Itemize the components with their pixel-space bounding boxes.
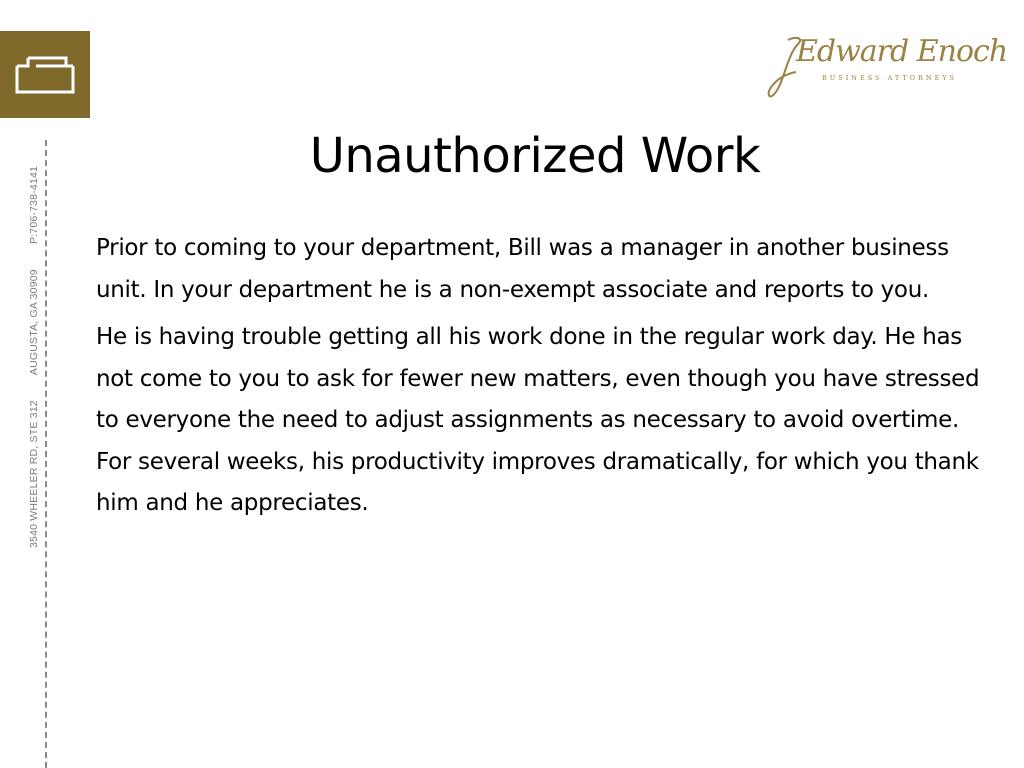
slide-title: Unauthorized Work xyxy=(309,128,761,184)
brand-box xyxy=(0,31,90,118)
contact-info xyxy=(28,166,40,548)
slide-body xyxy=(96,228,987,531)
paragraph: Prior to coming to your department, Bill was a manager in another business unit. In your department he is a non-exempt associate and reports to you. xyxy=(96,235,956,303)
phone-text: P:706-738-4141 xyxy=(28,165,40,245)
sidebar-divider xyxy=(45,140,47,768)
folder-icon xyxy=(14,55,76,95)
paragraph: He is having trouble getting all his work done in the regular work day. He has not come to you to ask for fewer new matters, even though you have stressed to everyone the need to adjust assignments as necessary to avoid overtime. For several weeks, his productivity improves dramatically, for which you thank him and he appreciates. xyxy=(96,324,987,516)
signature-script: Edward Enoch xyxy=(796,34,1008,69)
city-text: AUGUSTA, GA 30909 xyxy=(28,269,40,376)
address-text: 3540 WHEELER RD, STE 312 xyxy=(28,400,40,548)
signature-logo xyxy=(766,34,1008,104)
logo-tagline: BUSINESS ATTORNEYS xyxy=(822,74,958,82)
